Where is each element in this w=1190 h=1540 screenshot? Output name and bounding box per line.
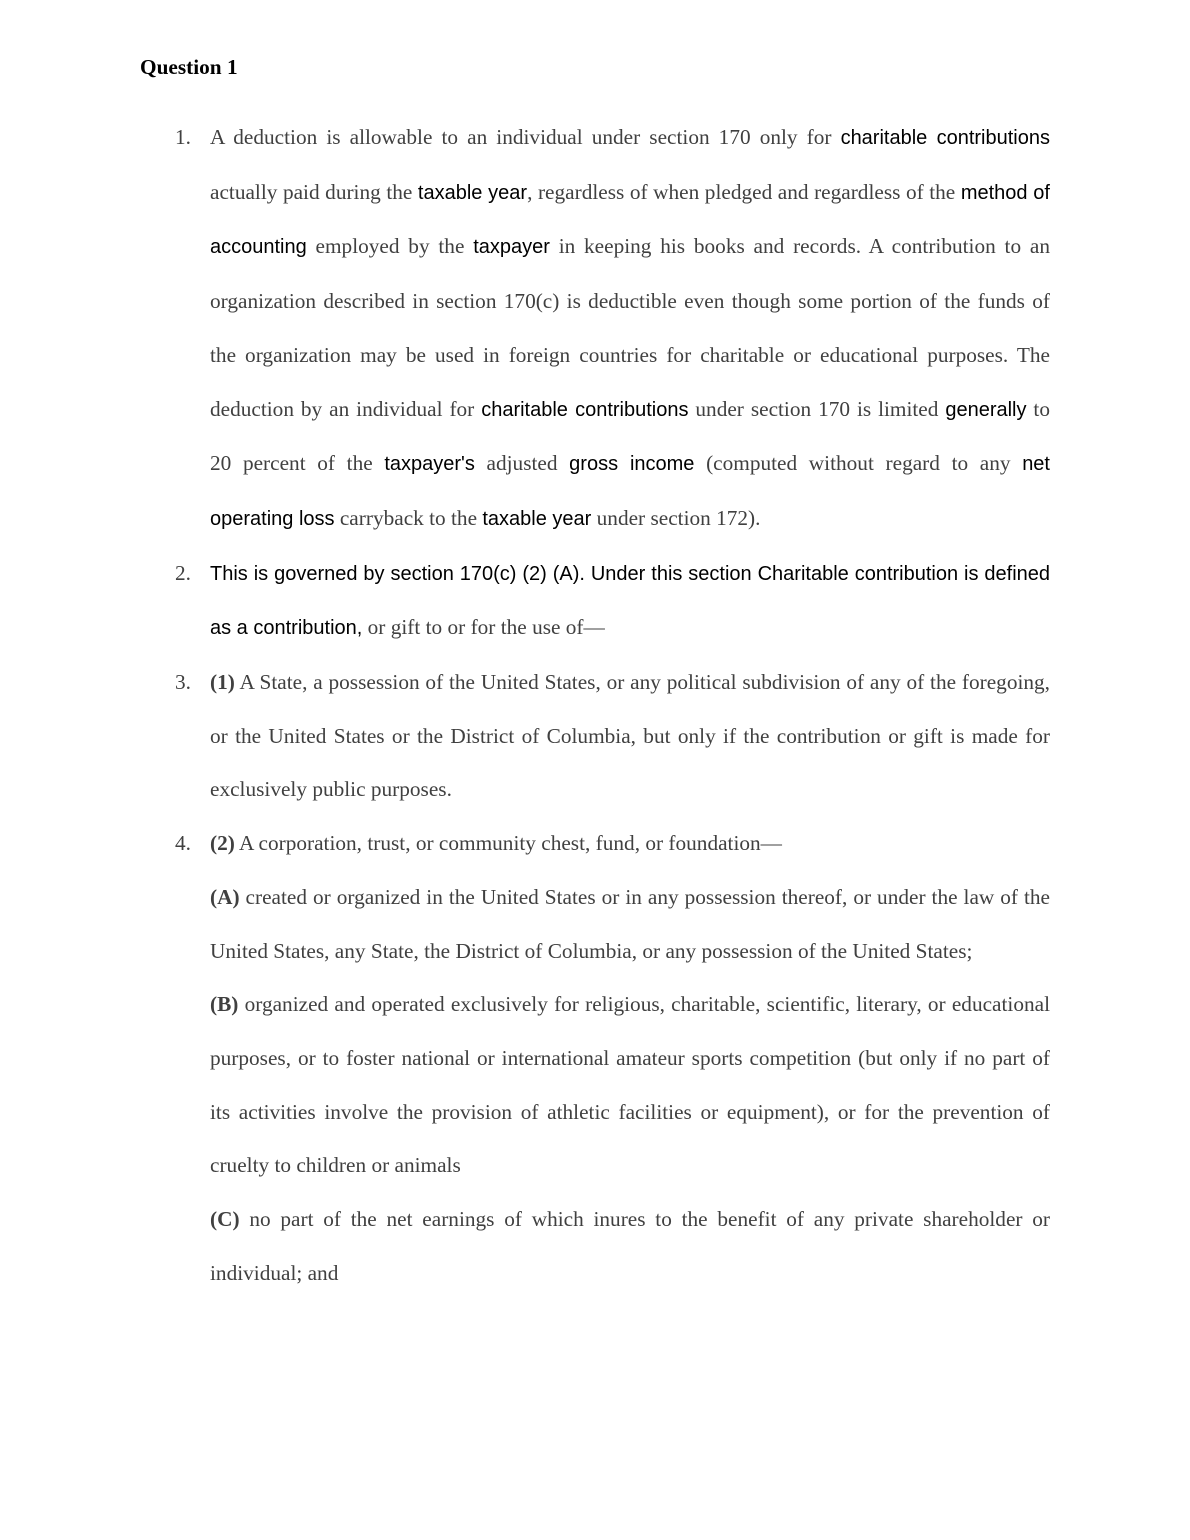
- question-heading: Question 1: [140, 55, 238, 79]
- term-link[interactable]: generally: [945, 398, 1027, 421]
- clause-label: (A): [210, 884, 240, 909]
- text: under section 170 is limited: [688, 396, 946, 421]
- text: adjusted: [474, 451, 570, 476]
- list-item-3: [140, 656, 1050, 817]
- text: no part of the net earnings of which inures to the benefit of any private shareholder or individual; and: [210, 1207, 1050, 1285]
- text: (computed without regard to any: [694, 451, 1023, 476]
- term-link[interactable]: taxable year: [482, 507, 592, 530]
- text: organized and operated exclusively for religious, charitable, scientific, literary, or educational purposes, or to foster national or international amateur sports competition (but only if no part of its activities involve the provision of athletic facilities or equipment), or for the prevention of cruelty to children or animals: [210, 992, 1050, 1178]
- highlighted-text: This is governed by section 170(c) (2) (A). Under this section Charitable contribution is defined as a contribution,: [210, 562, 1050, 640]
- text: to 20 percent of the: [210, 396, 1050, 476]
- term-link[interactable]: gross income: [569, 453, 695, 476]
- text: A corporation, trust, or community chest, fund, or foundation—: [234, 831, 782, 856]
- list-number: 3.: [175, 670, 191, 695]
- term-link[interactable]: taxpayer: [473, 236, 550, 259]
- clause-label: (B): [210, 992, 239, 1017]
- list-number: 1.: [175, 125, 191, 149]
- list-item-4: [140, 817, 1050, 871]
- document-page: [140, 50, 1050, 1300]
- term-link[interactable]: charitable contributions: [840, 127, 1050, 149]
- term-link[interactable]: taxpayer's: [384, 453, 475, 476]
- clause-label: (2): [210, 831, 235, 856]
- list-number: 4.: [175, 831, 191, 856]
- text: employed by the: [306, 234, 474, 259]
- text: in keeping his books and records. A contribution to an organization described in section 170(c) is deductible even though some portion of the funds of the organization may be used in foreign countries for charitable or educational purposes. The deduction by an individual for: [210, 234, 1050, 421]
- term-link[interactable]: method of accounting: [210, 181, 1050, 259]
- list-number: 2.: [175, 560, 191, 585]
- text: A State, a possession of the United States, or any political subdivision of any of the foregoing, or the United States or the District of Columbia, but only if the contribution or gift is made for exclusively public purposes.: [210, 670, 1050, 802]
- clause-label: (1): [210, 670, 235, 695]
- clause-label: (C): [210, 1207, 240, 1232]
- text: under section 172).: [591, 505, 761, 530]
- list-item-2: [140, 547, 1050, 656]
- text: carryback to the: [334, 505, 483, 530]
- term-link[interactable]: charitable contributions: [481, 398, 689, 421]
- term-link[interactable]: taxable year: [417, 181, 528, 204]
- subclause-c: [140, 1193, 1050, 1300]
- text: , regardless of when pledged and regardless of the: [527, 179, 961, 204]
- text: actually paid during the: [210, 179, 418, 204]
- subclause-b: [140, 978, 1050, 1193]
- term-link[interactable]: net operating loss: [210, 453, 1050, 530]
- text: or gift to or for the use of—: [362, 615, 605, 640]
- list-item-1: [140, 111, 1050, 547]
- text: A deduction is allowable to an individual under section 170 only for: [210, 125, 841, 149]
- subclause-a: [140, 871, 1050, 978]
- text: created or organized in the United States or in any possession thereof, or under the law of the United States, any State, the District of Columbia, or any possession of the United States;: [210, 884, 1050, 963]
